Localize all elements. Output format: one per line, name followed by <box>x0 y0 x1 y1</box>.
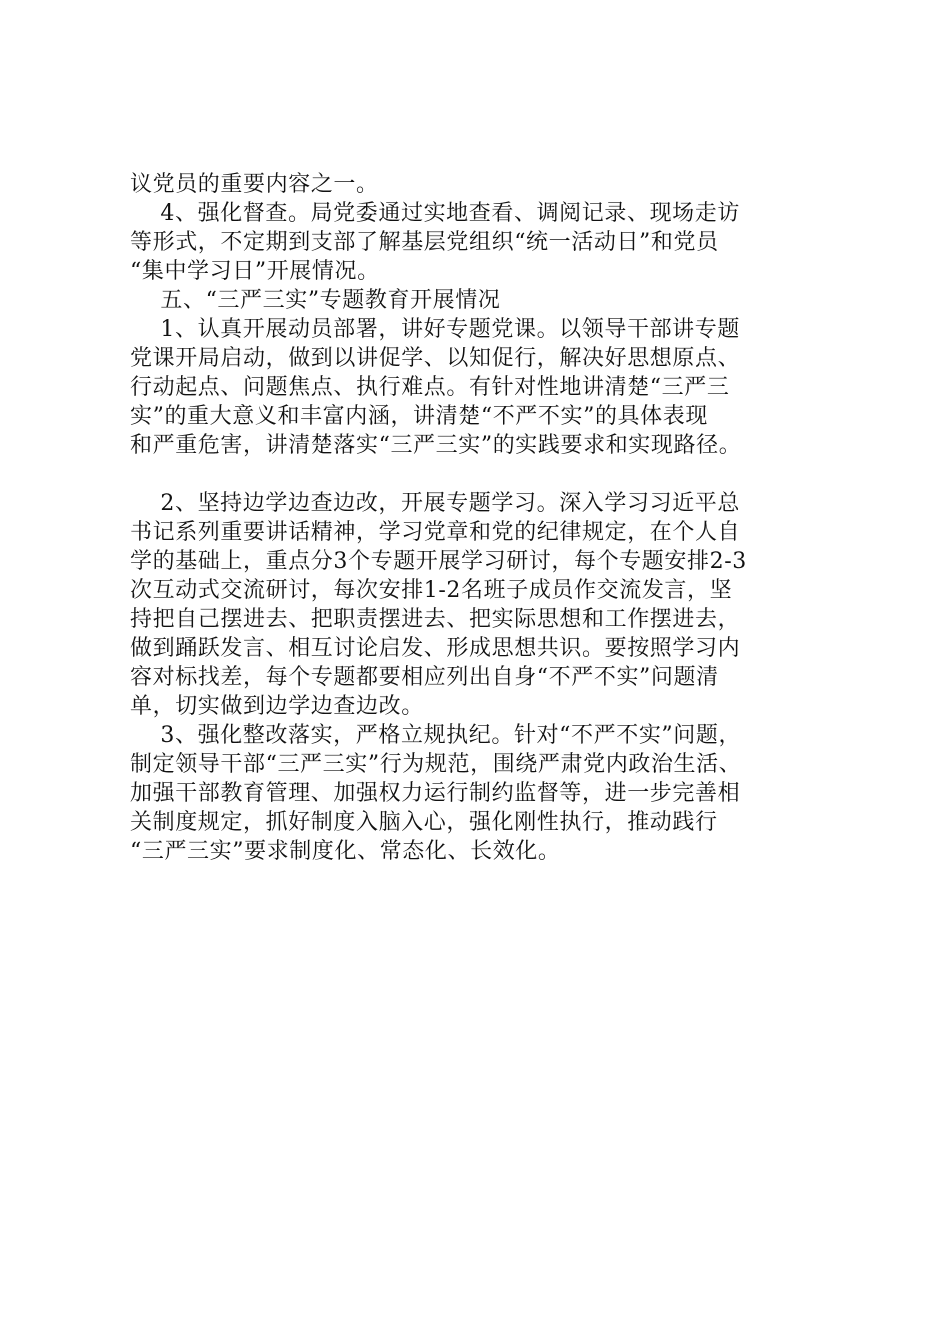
paragraph-line: 行动起点、问题焦点、执行难点。有针对性地讲清楚“三严三 <box>130 375 730 400</box>
paragraph-line: 容对标找差，每个专题都要相应列出自身“不严不实”问题清 <box>130 665 719 690</box>
paragraph-line: 3、强化整改落实，严格立规执纪。针对“不严不实”问题， <box>130 723 742 748</box>
paragraph-line: 单，切实做到边学边查边改。 <box>130 694 424 719</box>
paragraph-line: 关制度规定，抓好制度入脑入心，强化刚性执行，推动践行 <box>130 810 718 835</box>
paragraph-line: 1、认真开展动员部署，讲好专题党课。以领导干部讲专题 <box>130 317 740 342</box>
paragraph-line: 等形式，不定期到支部了解基层党组织“统一活动日”和党员 <box>130 230 719 255</box>
paragraph-line: 议党员的重要内容之一。 <box>130 172 379 197</box>
paragraph-line: 书记系列重要讲话精神，学习党章和党的纪律规定，在个人自 <box>130 520 741 545</box>
paragraph-line: 党课开局启动，做到以讲促学、以知促行，解决好思想原点、 <box>130 346 741 371</box>
paragraph-line: 制定领导干部“三严三实”行为规范，围绕严肃党内政治生活、 <box>130 752 742 777</box>
paragraph-line: 和严重危害，讲清楚落实“三严三实”的实践要求和实现路径。 <box>130 433 742 458</box>
blank-line <box>130 460 850 489</box>
document-body <box>130 170 850 866</box>
paragraph-line: 持把自己摆进去、把职责摆进去、把实际思想和工作摆进去， <box>130 607 741 632</box>
paragraph-line: 学的基础上，重点分3个专题开展学习研讨，每个专题安排2-3 <box>130 549 747 574</box>
paragraph-line: 实”的重大意义和丰富内涵，讲清楚“不严不实”的具体表现 <box>130 404 708 429</box>
section-heading: 五、“三严三实”专题教育开展情况 <box>130 288 501 313</box>
paragraph-line: 加强干部教育管理、加强权力运行制约监督等，进一步完善相 <box>130 781 741 806</box>
paragraph-line: 做到踊跃发言、相互讨论启发、形成思想共识。要按照学习内 <box>130 636 741 661</box>
paragraph-line: 2、坚持边学边查边改，开展专题学习。深入学习习近平总 <box>130 491 740 516</box>
paragraph-line: 次互动式交流研讨，每次安排1-2名班子成员作交流发言，坚 <box>130 578 733 603</box>
paragraph-line: “三严三实”要求制度化、常态化、长效化。 <box>130 839 561 864</box>
paragraph-line: “集中学习日”开展情况。 <box>130 259 380 284</box>
paragraph-line: 4、强化督查。局党委通过实地查看、调阅记录、现场走访 <box>130 201 740 226</box>
